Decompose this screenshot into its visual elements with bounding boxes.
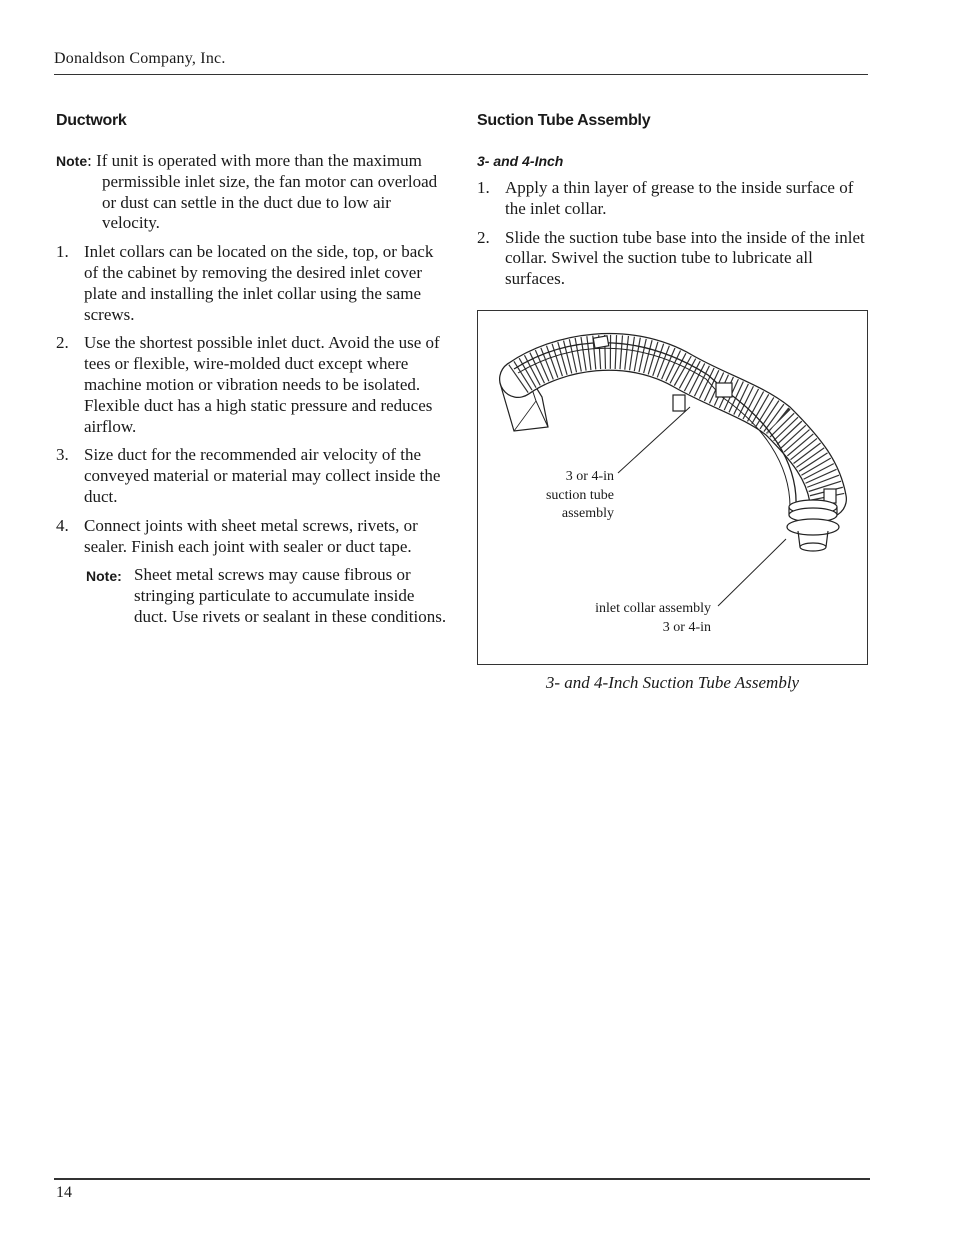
suction-tube-section	[477, 110, 871, 298]
list-text: Connect joints with sheet metal screws, rivets, or sealer. Finish each joint with sealer or duct tape.	[84, 515, 418, 556]
ductwork-section	[56, 110, 450, 636]
figure-caption: 3- and 4-Inch Suction Tube Assembly	[545, 673, 800, 692]
list-number: 1.	[477, 178, 490, 197]
list-number: 1.	[56, 242, 69, 262]
list-number: 2.	[477, 227, 490, 247]
suction-tube-label	[546, 468, 614, 524]
list-text: Use the shortest possible inlet duct. Avoid the use of tees or flexible, wire-molded duct except where machine motion or vibration needs to be isolated. Flexible duct has a high static pressure and reduces airflow.	[84, 333, 440, 436]
label-line: suction tube	[545, 487, 614, 503]
page-number: 14	[56, 1184, 72, 1201]
suction-subheading: 3- and 4-Inch	[477, 153, 564, 169]
ductwork-steps	[56, 242, 450, 557]
list-number: 4.	[56, 515, 69, 535]
header-rule	[54, 74, 868, 75]
inlet-collar-label	[595, 600, 711, 637]
suction-steps	[477, 178, 871, 290]
label-line: 3 or 4-in	[662, 619, 711, 635]
sheet-metal-note	[86, 565, 450, 627]
list-text: Apply a thin layer of grease to the inside surface of the inlet collar.	[505, 178, 854, 218]
list-number: 2.	[56, 333, 69, 353]
list-item	[56, 516, 450, 558]
list-text: Slide the suction tube base into the inside of the inlet collar. Swivel the suction tube to lubricate all surfaces.	[505, 227, 865, 289]
ductwork-note	[56, 151, 450, 234]
list-item	[477, 178, 871, 220]
list-text: Inlet collars can be located on the side, top, or back of the cabinet by removing the desired inlet cover plate and installing the inlet collar using the same screws.	[84, 242, 434, 324]
label-line: assembly	[561, 506, 614, 521]
running-header: Donaldson Company, Inc.	[54, 50, 226, 67]
list-number: 3.	[56, 445, 69, 465]
note-label: Note:	[86, 568, 122, 585]
list-item	[56, 333, 450, 437]
suction-heading: Suction Tube Assembly	[477, 112, 651, 129]
list-text: Size duct for the recommended air velocity of the conveyed material or material may collect inside the duct.	[84, 445, 441, 506]
label-line: 3 or 4-in	[565, 469, 614, 484]
list-item	[56, 445, 450, 507]
footer-rule	[54, 1178, 870, 1180]
list-item	[56, 242, 450, 325]
note-label: Note	[56, 153, 88, 169]
list-item	[477, 228, 871, 290]
label-line: inlet collar assembly	[595, 601, 711, 616]
note-text: : If unit is operated with more than the maximum permissible inlet size, the fan motor can overload or dust can settle in the duct due to low air velocity.	[87, 151, 438, 233]
suction-tube-figure	[477, 310, 868, 665]
ductwork-heading: Ductwork	[56, 112, 127, 129]
note-text: Sheet metal screws may cause fibrous or stringing particulate to accumulate inside duct. Use rivets or sealant in these conditions.	[134, 565, 447, 626]
